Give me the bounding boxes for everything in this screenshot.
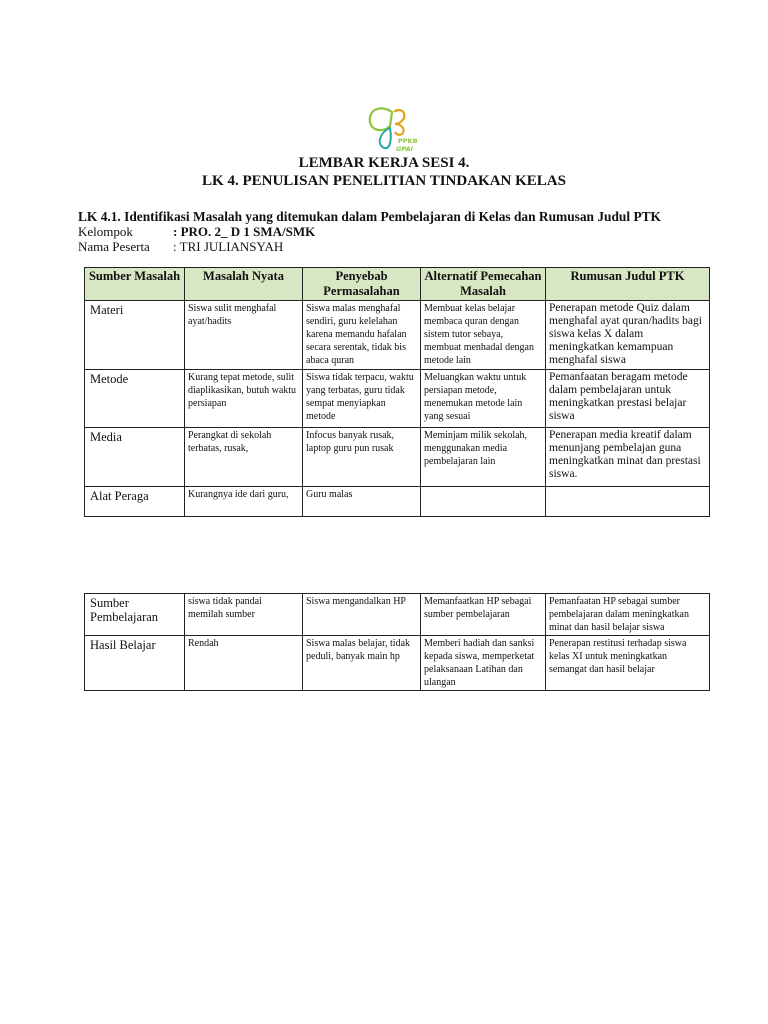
info-label: Kelompok [78,224,133,239]
table-cell: Memberi hadiah dan sanksi kepada siswa, memperketat pelaksanaan Latihan dan ulangan [421,636,546,691]
header-cell: Rumusan Judul PTK [546,268,710,301]
info-value: : TRI JULIANSYAH [173,239,284,254]
header-cell: Alternatif Pemecahan Masalah [421,268,546,301]
table-cell: Pemanfaatan beragam metode dalam pembelajaran untuk meningkatkan prestasi belajar siswa [546,370,710,428]
table-cell: Kurangnya ide dari guru, [185,487,303,517]
table-cell: Sumber Pembelajaran [85,594,185,636]
table-cell [546,487,710,517]
table-cell: Meminjam milik sekolah, menggunakan media pembelajaran lain [421,428,546,487]
table-cell: Penerapan restitusi terhadap siswa kelas XI untuk meningkatkan semangat dan hasil belajar [546,636,710,691]
table-cell: Perangkat di sekolah terbatas, rusak, [185,428,303,487]
table-cell: Infocus banyak rusak, laptop guru pun rusak [303,428,421,487]
table-cell: Memanfaatkan HP sebagai sumber pembelajaran [421,594,546,636]
table-cell: Pemanfaatan HP sebagai sumber pembelajaran dalam meningkatkan minat dan hasil belajar siswa [546,594,710,636]
table-cell: Penerapan metode Quiz dalam menghafal ayat quran/hadits bagi siswa kelas X dalam meningkatkan kemampuan menghafal siswa [546,301,710,370]
info-row-nama-peserta [78,239,283,255]
section-heading: LK 4.1. Identifikasi Masalah yang ditemukan dalam Pembelajaran di Kelas dan Rumusan Judul PTK [78,209,661,224]
table-cell: Kurang tepat metode, sulit diaplikasikan, butuh waktu persiapan [185,370,303,428]
table-header-row [85,268,710,301]
table-cell: Materi [85,301,185,370]
svg-text:GPAI: GPAI [396,145,413,153]
ppkb-logo [362,102,422,154]
table-cell: Hasil Belajar [85,636,185,691]
info-row-kelompok [78,224,315,240]
table-cell: Metode [85,370,185,428]
table-row [85,301,710,370]
info-value: : PRO. 2_ D 1 SMA/SMK [173,224,316,239]
table-row [85,594,710,636]
table-cell [421,487,546,517]
table-cell: Penerapan media kreatif dalam menunjang pembelajan guna meningkatkan minat dan prestasi siswa. [546,428,710,487]
header-cell: Penyebab Permasalahan [303,268,421,301]
table-cell: Meluangkan waktu untuk persiapan metode, menemukan metode lain yang sesuai [421,370,546,428]
info-label: Nama Peserta [78,239,150,254]
table-cell: Media [85,428,185,487]
table-row [85,428,710,487]
table-cell: Guru malas [303,487,421,517]
svg-text:PPKB: PPKB [398,137,418,145]
ptk-table-continued [84,593,710,691]
title-line-2: LK 4. PENULISAN PENELITIAN TINDAKAN KELAS [202,173,566,189]
header-cell: Sumber Masalah [85,268,185,301]
table-cell: Alat Peraga [85,487,185,517]
title-line-1: LEMBAR KERJA SESI 4. [298,155,470,171]
ptk-table [84,267,710,517]
table-row [85,487,710,517]
table-cell: Siswa mengandalkan HP [303,594,421,636]
table-row [85,370,710,428]
table-cell: Membuat kelas belajar membaca quran dengan sistem tutor sebaya, membuat menhadal dengan metode lain [421,301,546,370]
table-cell: Rendah [185,636,303,691]
table-cell: siswa tidak pandai memilah sumber [185,594,303,636]
table-row [85,636,710,691]
table-cell: Siswa malas belajar, tidak peduli, banyak main hp [303,636,421,691]
table-cell: Siswa tidak terpacu, waktu yang terbatas, guru tidak sempat menyiapkan metode [303,370,421,428]
table-cell: Siswa malas menghafal sendiri, guru kelelahan karena memandu hafalan secara serentak, tidak bis abaca quran [303,301,421,370]
table-cell: Siswa sulit menghafal ayat/hadits [185,301,303,370]
header-cell: Masalah Nyata [185,268,303,301]
